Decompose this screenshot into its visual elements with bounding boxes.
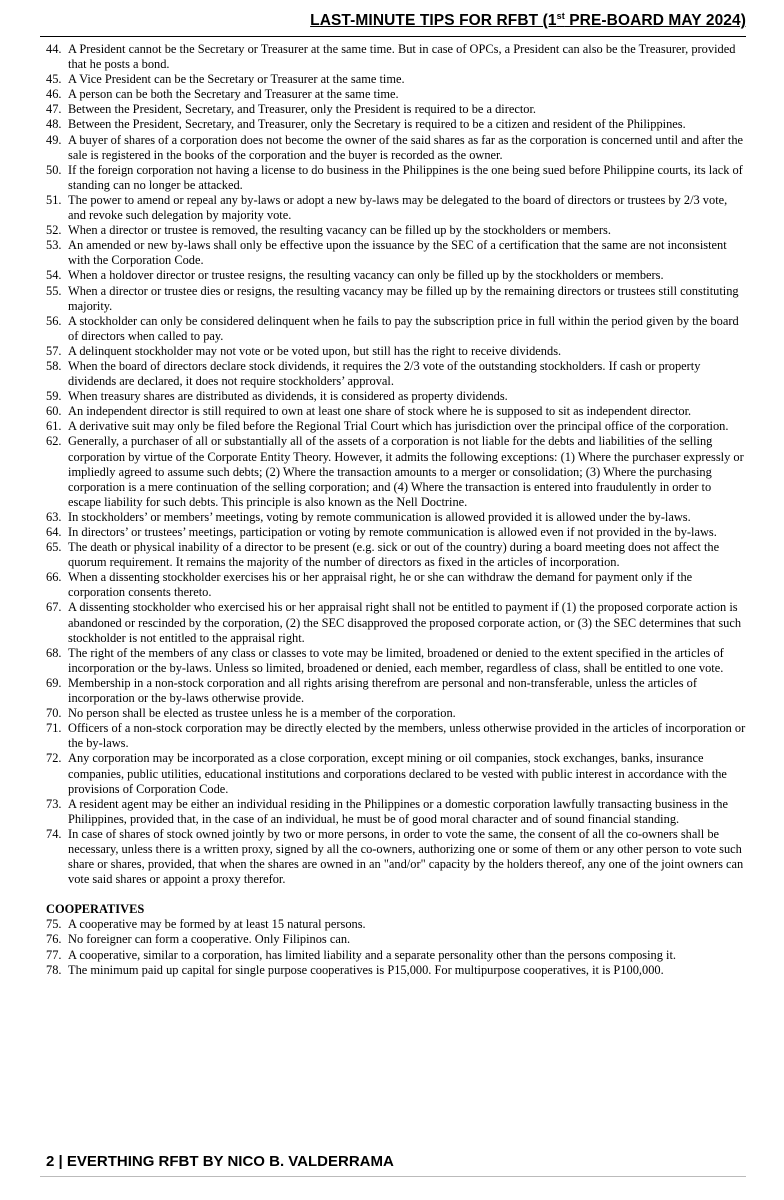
item-number: 72. bbox=[46, 751, 62, 766]
list-item bbox=[46, 932, 746, 947]
main-content bbox=[46, 42, 746, 978]
item-text: When a director or trustee dies or resigns, the resulting vacancy may be filled up by the remaining directors or trustees still constituting majority. bbox=[68, 283, 739, 313]
item-number: 70. bbox=[46, 706, 62, 721]
item-text: In directors’ or trustees’ meetings, participation or voting by remote communication is allowed even if not provided in the by-laws. bbox=[68, 525, 717, 539]
list-item bbox=[46, 419, 746, 434]
list-item bbox=[46, 540, 746, 570]
item-number: 50. bbox=[46, 162, 62, 177]
item-number: 45. bbox=[46, 72, 62, 87]
tips-list bbox=[46, 42, 746, 887]
item-text: A resident agent may be either an individual residing in the Philippines or a domestic corporation lawfully transacting business in the Philippines, provided that, in the case of an individual, he must be of good moral character and of sound financial standing. bbox=[68, 796, 728, 826]
list-item bbox=[46, 434, 746, 509]
item-number: 67. bbox=[46, 600, 62, 615]
item-number: 47. bbox=[46, 102, 62, 117]
item-number: 62. bbox=[46, 434, 62, 449]
item-number: 54. bbox=[46, 268, 62, 283]
item-number: 51. bbox=[46, 192, 62, 207]
list-item bbox=[46, 751, 746, 796]
page-footer: 2 | EVERTHING RFBT BY NICO B. VALDERRAMA bbox=[46, 1153, 394, 1170]
item-text: Membership in a non-stock corporation and all rights arising therefrom are personal and non-transferable, unless the articles of incorporation or the by-laws otherwise provide. bbox=[68, 675, 697, 706]
header-title-post: PRE-BOARD MAY 2024) bbox=[564, 12, 746, 30]
item-text: When a holdover director or trustee resigns, the resulting vacancy can only be filled up by the stockholders or members. bbox=[68, 268, 664, 283]
page-header bbox=[310, 11, 746, 30]
item-number: 64. bbox=[46, 525, 62, 539]
list-item bbox=[46, 268, 746, 283]
item-text: The death or physical inability of a director to be present (e.g. sick or out of the country) during a board meeting does not affect the quorum requirement. It remains the majority of the number of directors as fixed in the articles of incorporation. bbox=[68, 540, 720, 570]
item-number: 74. bbox=[46, 826, 62, 841]
item-number: 60. bbox=[46, 404, 62, 419]
item-number: 44. bbox=[46, 42, 62, 56]
item-number: 61. bbox=[46, 419, 62, 434]
item-text: In case of shares of stock owned jointly by two or more persons, in order to vote the same, the consent of all the co-owners shall be necessary, unless there is a written proxy, signed by all the co-owners, authorizing one or some of them or any other person to vote such share or shares, provided, that when the shares are owned in an "and/or" capacity by the holders thereof, any one of the joint owners can vote said shares or appoint a proxy therefor. bbox=[68, 826, 744, 887]
item-number: 56. bbox=[46, 313, 62, 328]
item-text: No person shall be elected as trustee unless he is a member of the corporation. bbox=[68, 706, 456, 721]
item-number: 66. bbox=[46, 570, 62, 585]
header-divider bbox=[40, 36, 746, 37]
item-text: In stockholders’ or members’ meetings, voting by remote communication is allowed provided it is allowed under the by-laws. bbox=[68, 509, 691, 524]
item-text: If the foreign corporation not having a license to do business in the Philippines is the one being sued before Philippine courts, its lack of standing can no longer be attacked. bbox=[68, 162, 743, 192]
item-text: Any corporation may be incorporated as a close corporation, except mining or oil companies, stock exchanges, banks, insurance companies, public utilities, educational institutions and corporations declared to be vested with public interest in accordance with the provisions of Corporation Code. bbox=[68, 751, 727, 796]
list-item bbox=[46, 72, 746, 87]
item-text: A cooperative, similar to a corporation, has limited liability and a separate personality other than the persons composing it. bbox=[68, 947, 677, 962]
item-text: The minimum paid up capital for single purpose cooperatives is P15,000. For multipurpose cooperatives, it is P100,000. bbox=[68, 962, 664, 977]
list-item bbox=[46, 314, 746, 344]
list-item bbox=[46, 510, 746, 525]
list-item bbox=[46, 917, 746, 932]
list-item bbox=[46, 963, 746, 978]
item-text: A cooperative may be formed by at least 15 natural persons. bbox=[68, 917, 366, 932]
item-text: When the board of directors declare stock dividends, it requires the 2/3 vote of the outstanding stockholders. If cash or property dividends are declared, it does not require stockholders’ approval. bbox=[68, 358, 701, 389]
item-number: 59. bbox=[46, 389, 62, 404]
header-title-sup: st bbox=[556, 11, 565, 21]
list-item bbox=[46, 827, 746, 887]
list-item bbox=[46, 223, 746, 238]
item-text: Between the President, Secretary, and Treasurer, only the President is required to be a director. bbox=[68, 102, 537, 117]
cooperatives-heading: COOPERATIVES bbox=[46, 902, 145, 917]
item-number: 53. bbox=[46, 238, 62, 253]
list-item bbox=[46, 600, 746, 645]
list-item bbox=[46, 42, 746, 72]
list-item bbox=[46, 193, 746, 223]
list-item bbox=[46, 570, 746, 600]
item-text: No foreigner can form a cooperative. Only Filipinos can. bbox=[68, 932, 351, 947]
header-title-pre: LAST-MINUTE TIPS FOR RFBT (1 bbox=[310, 12, 557, 30]
list-item bbox=[46, 117, 746, 132]
item-number: 65. bbox=[46, 540, 62, 555]
item-text: Between the President, Secretary, and Treasurer, only the Secretary is required to be a citizen and resident of the Philippines. bbox=[68, 117, 686, 132]
item-number: 58. bbox=[46, 358, 62, 373]
list-item bbox=[46, 646, 746, 676]
item-text: Officers of a non-stock corporation may be directly elected by the members, unless otherwise provided in the articles of incorporation or the by-laws. bbox=[68, 721, 746, 751]
item-text: The power to amend or repeal any by-laws or adopt a new by-laws may be delegated to the board of directors or trustees by 2/3 vote, and revoke such delegation by majority vote. bbox=[68, 192, 728, 223]
item-text: A dissenting stockholder who exercised his or her appraisal right shall not be entitled to payment if (1) the proposed corporate action is abandoned or rescinded by the corporation, (2) the SEC disapproved the proposed corporate action, or (3) the SEC determines that such stockholder is not entitled to the appraisal right. bbox=[68, 600, 742, 645]
item-number: 57. bbox=[46, 343, 62, 358]
item-text: A delinquent stockholder may not vote or be voted upon, but still has the right to receive dividends. bbox=[68, 343, 562, 358]
item-number: 75. bbox=[46, 917, 62, 932]
cooperatives-list bbox=[46, 917, 746, 977]
list-item bbox=[46, 948, 746, 963]
item-number: 78. bbox=[46, 962, 62, 977]
list-item bbox=[46, 525, 746, 540]
item-number: 48. bbox=[46, 117, 62, 132]
list-item bbox=[46, 284, 746, 314]
item-text: The right of the members of any class or classes to vote may be limited, broadened or denied to the extent specified in the articles of incorporation or the by-laws. Unless so limited, broadened or denied, each member, regardless of class, shall be entitled to one vote. bbox=[68, 645, 724, 675]
item-text: A President cannot be the Secretary or Treasurer at the same time. But in case of OPCs, a President can also be the Treasurer, provided that he posts a bond. bbox=[68, 42, 736, 72]
list-item bbox=[46, 389, 746, 404]
item-number: 73. bbox=[46, 796, 62, 811]
list-item bbox=[46, 344, 746, 359]
item-text: A person can be both the Secretary and Treasurer at the same time. bbox=[68, 87, 399, 102]
list-item bbox=[46, 404, 746, 419]
item-text: A stockholder can only be considered delinquent when he fails to pay the subscription price in full within the period given by the board of directors when called to pay. bbox=[68, 313, 739, 343]
list-item bbox=[46, 797, 746, 827]
item-number: 76. bbox=[46, 932, 62, 947]
list-item bbox=[46, 133, 746, 163]
item-number: 63. bbox=[46, 509, 62, 524]
item-number: 46. bbox=[46, 87, 62, 102]
list-item bbox=[46, 102, 746, 117]
item-text: An independent director is still required to own at least one share of stock where he is supposed to sit as independent director. bbox=[68, 404, 692, 419]
item-text: A Vice President can be the Secretary or Treasurer at the same time. bbox=[68, 72, 405, 87]
item-text: A derivative suit may only be filed before the Regional Trial Court which has jurisdiction over the principal office of the corporation. bbox=[68, 419, 729, 434]
list-item bbox=[46, 359, 746, 389]
list-item bbox=[46, 163, 746, 193]
item-text: When a director or trustee is removed, the resulting vacancy can be filled up by the stockholders or members. bbox=[68, 223, 611, 238]
item-number: 71. bbox=[46, 721, 62, 736]
item-text: When a dissenting stockholder exercises his or her appraisal right, he or she can withdraw the demand for payment only if the corporation consents thereto. bbox=[68, 570, 693, 600]
item-number: 49. bbox=[46, 132, 62, 147]
item-text: A buyer of shares of a corporation does not become the owner of the said shares as far as the corporation is concerned until and after the sale is registered in the books of the corporation and the buyer is recorded as the owner. bbox=[68, 132, 744, 162]
item-text: An amended or new by-laws shall only be effective upon the issuance by the SEC of a certification that the same are not inconsistent with the Corporation Code. bbox=[68, 238, 727, 268]
item-number: 69. bbox=[46, 675, 62, 690]
item-text: Generally, a purchaser of all or substantially all of the assets of a corporation is not liable for the debts and liabilities of the selling corporation by virtue of the Corporate Entity Theory. However, it admits the following exceptions: (1) Where the purchaser expressly or impliedly agreed to assume such debts; (2) Where the transaction amounts to a merger or consolidation; (3) Where the purchasing corporation is a mere continuation of the selling corporation; and (4) Where the transaction is entered into fraudulently in order to escape liability for such debts. This principle is also known as the Nell Doctrine. bbox=[68, 434, 744, 509]
list-item bbox=[46, 706, 746, 721]
footer-divider bbox=[40, 1176, 746, 1177]
list-item bbox=[46, 721, 746, 751]
item-number: 68. bbox=[46, 645, 62, 660]
item-number: 77. bbox=[46, 947, 62, 962]
list-item bbox=[46, 238, 746, 268]
item-number: 55. bbox=[46, 283, 62, 298]
list-item bbox=[46, 87, 746, 102]
list-item bbox=[46, 676, 746, 706]
item-number: 52. bbox=[46, 223, 62, 238]
section-gap bbox=[46, 887, 746, 902]
item-text: When treasury shares are distributed as dividends, it is considered as property dividends. bbox=[68, 389, 508, 404]
